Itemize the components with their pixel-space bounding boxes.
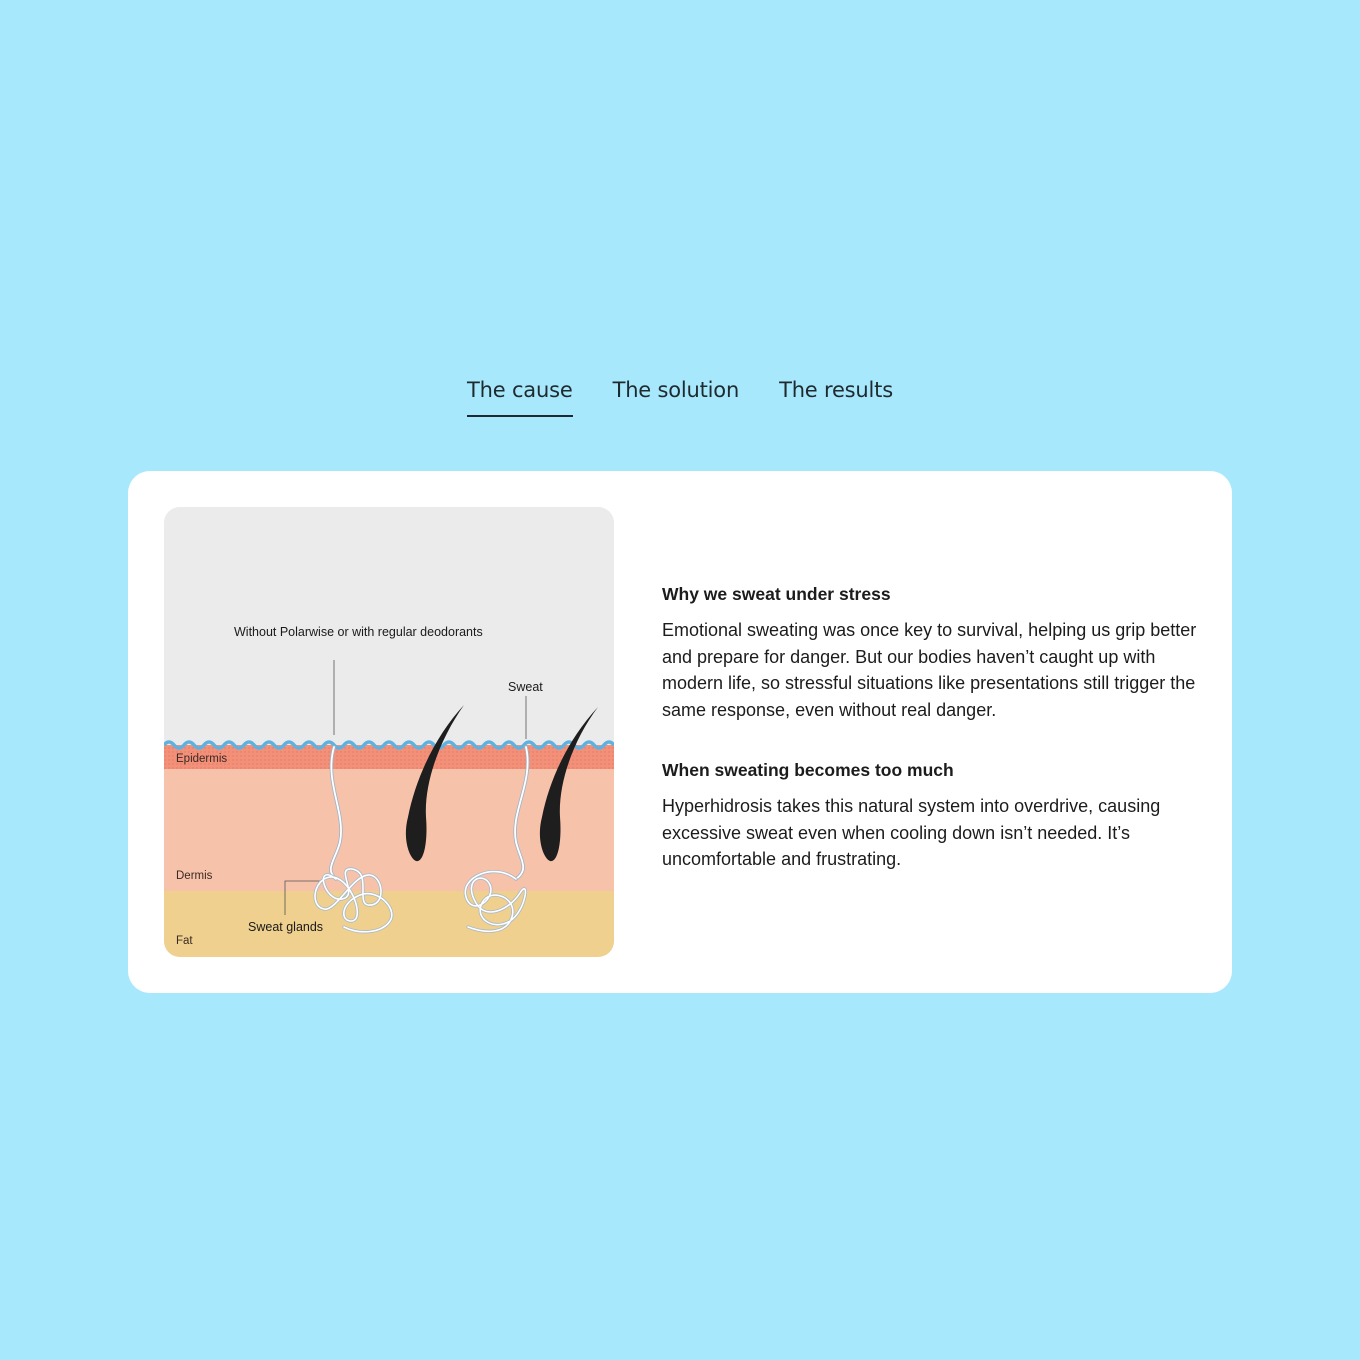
skin-illustration	[164, 507, 614, 957]
label-sweat-glands: Sweat glands	[248, 920, 324, 934]
tab-the-cause[interactable]: The cause	[467, 378, 573, 417]
tab-bar	[0, 378, 1360, 417]
section-heading: When sweating becomes too much	[662, 760, 954, 780]
label-sweat: Sweat	[508, 680, 543, 694]
section-heading: Why we sweat under stress	[662, 584, 891, 604]
section-body: Emotional sweating was once key to survival, helping us grip better and prepare for danger. But our bodies haven’t caught up with modern life, so stressful situations like presentations still trigger the same response, even without real danger.	[662, 620, 1197, 720]
explanation-text	[662, 584, 1202, 873]
section-body: Hyperhidrosis takes this natural system into overdrive, causing excessive sweat even when cooling down isn’t needed. It’s uncomfortable and frustrating.	[662, 796, 1161, 869]
section-why-we-sweat	[662, 584, 1202, 723]
label-without-polarwise: Without Polarwise or with regular deodorants	[234, 625, 483, 639]
content-card	[128, 471, 1232, 993]
tab-the-solution[interactable]: The solution	[612, 378, 740, 402]
skin-cross-section-graphic	[164, 507, 614, 957]
label-dermis: Dermis	[176, 870, 213, 882]
label-epidermis: Epidermis	[176, 753, 228, 765]
tab-the-results[interactable]: The results	[779, 378, 893, 402]
label-fat: Fat	[176, 935, 193, 947]
section-too-much	[662, 760, 1202, 873]
